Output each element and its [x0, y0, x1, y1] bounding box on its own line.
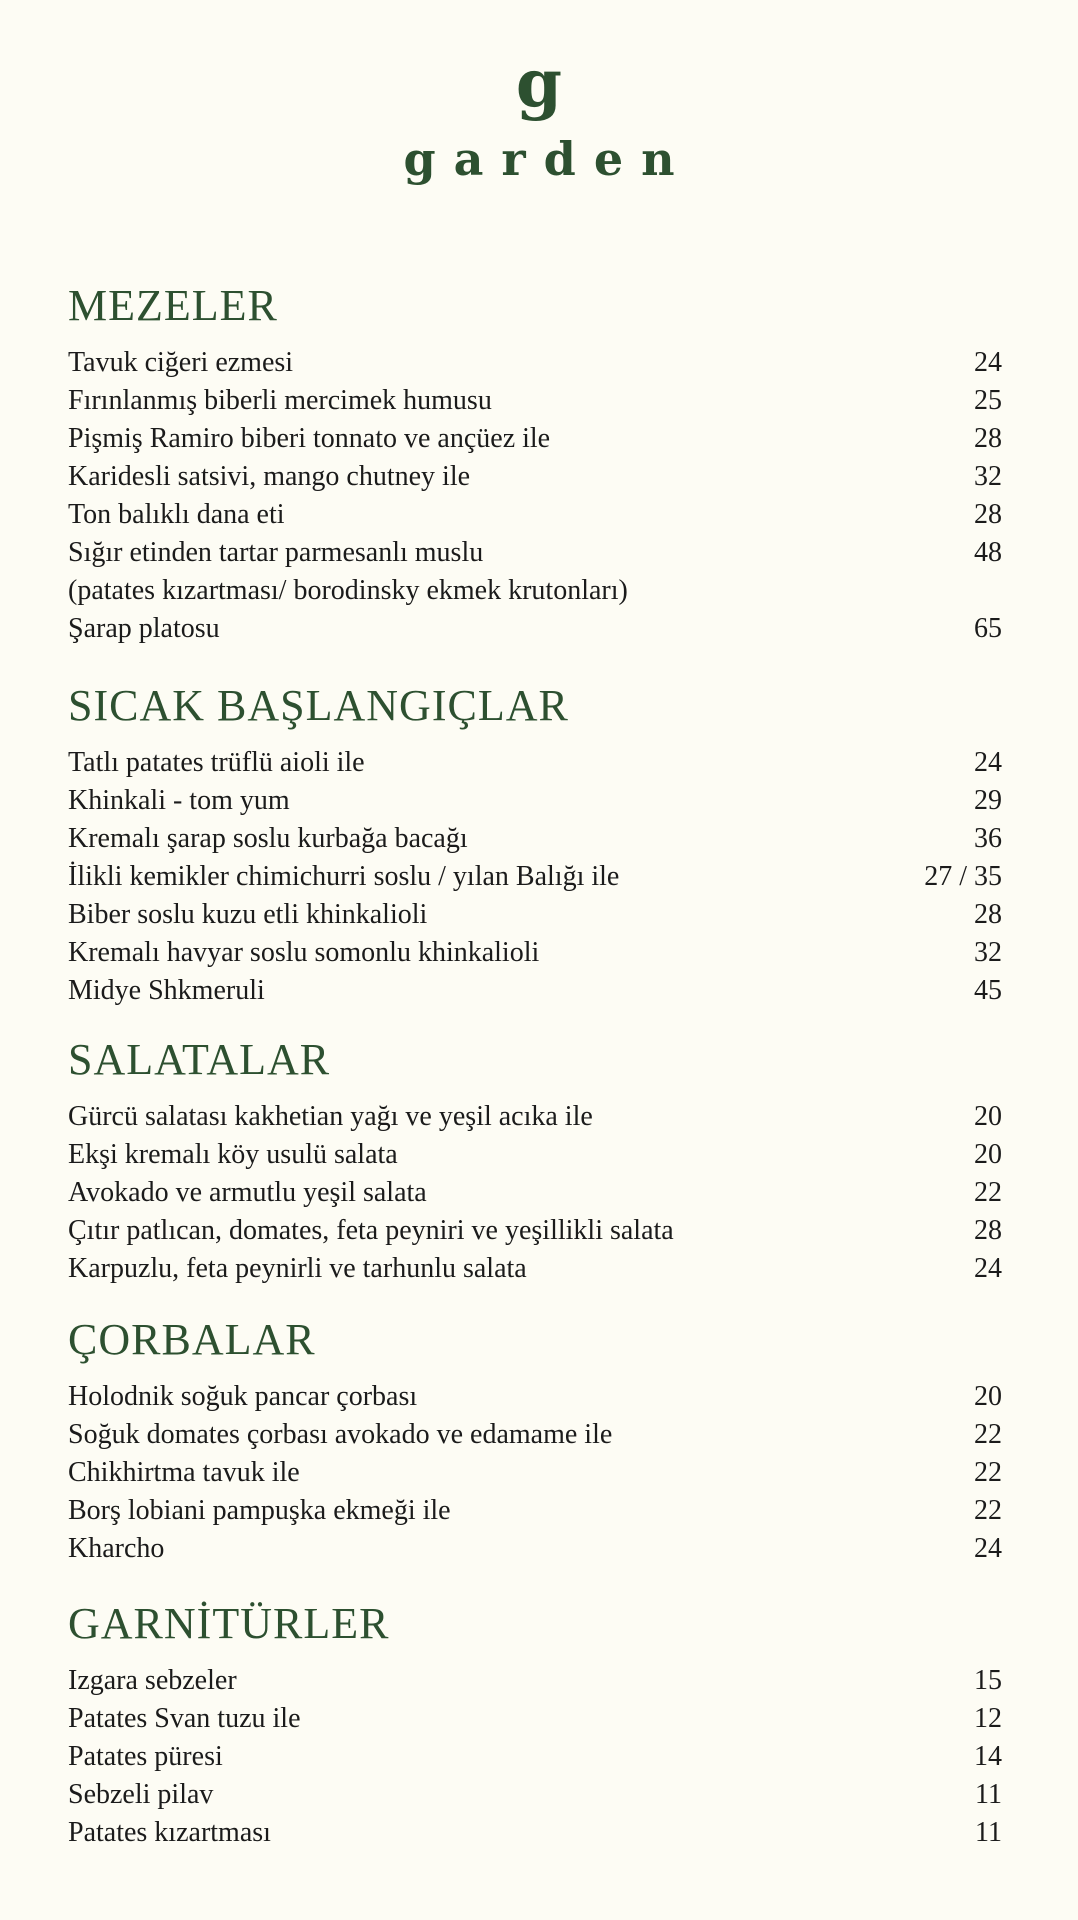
menu-item-name: Avokado ve armutlu yeşil salata: [68, 1177, 427, 1208]
menu-item-price: 12: [974, 1703, 1002, 1734]
section-title: GARNİTÜRLER: [68, 1599, 390, 1648]
menu-item-price: 14: [974, 1741, 1002, 1772]
menu-item-price: 22: [974, 1177, 1002, 1208]
brand-name: garden: [403, 132, 693, 186]
menu-item: [68, 1250, 1002, 1288]
menu-item: [68, 1814, 1002, 1852]
section-title: MEZELER: [68, 281, 278, 330]
menu-item-name: Tavuk ciğeri ezmesi: [68, 347, 294, 378]
menu-item-price: 22: [974, 1495, 1002, 1526]
menu-item-name: Fırınlanmış biberli mercimek humusu: [68, 385, 492, 416]
menu-item-price: 20: [974, 1381, 1002, 1412]
menu-item-price: 24: [974, 1253, 1002, 1284]
menu-item-price: 24: [974, 747, 1002, 778]
menu-item-price: 28: [974, 1215, 1002, 1246]
menu-item: [68, 420, 1002, 458]
section-mezeler: [68, 281, 1002, 648]
menu-item-price: 29: [974, 785, 1002, 816]
menu-item-name: Sığır etinden tartar parmesanlı muslu: [68, 537, 484, 568]
menu-item-price: 32: [974, 937, 1002, 968]
section-corbalar: [68, 1315, 1002, 1568]
menu-item-name: (patates kızartması/ borodinsky ekmek krutonları): [68, 575, 628, 606]
menu-item-price: 45: [974, 975, 1002, 1006]
menu-item-price: 24: [974, 1533, 1002, 1564]
menu-item-name: Tatlı patates trüflü aioli ile: [68, 747, 365, 778]
menu-item-name: Biber soslu kuzu etli khinkalioli: [68, 899, 428, 930]
menu-item-name: Chikhirtma tavuk ile: [68, 1457, 300, 1488]
section-sicak-baslangiclar: [68, 681, 1002, 1010]
menu-item: [68, 858, 1002, 896]
menu-item-name: Ton balıklı dana eti: [68, 499, 285, 530]
menu-item: [68, 344, 1002, 382]
menu-item: [68, 1416, 1002, 1454]
menu-item: [68, 572, 1002, 610]
menu-item-name: Pişmiş Ramiro biberi tonnato ve ançüez ile: [68, 423, 551, 454]
menu-item-name: İlikli kemikler chimichurri soslu / yılan Balığı ile: [68, 861, 620, 892]
menu-list: [68, 744, 1002, 1010]
menu-item: [68, 458, 1002, 496]
menu-item-name: Karidesli satsivi, mango chutney ile: [68, 461, 471, 492]
menu-item-price: 28: [974, 899, 1002, 930]
menu-item-name: Ekşi kremalı köy usulü salata: [68, 1139, 398, 1170]
menu-item-price: 22: [974, 1457, 1002, 1488]
menu-item: [68, 1738, 1002, 1776]
menu-item-name: Şarap platosu: [68, 613, 220, 644]
brand-logo: [0, 44, 1078, 186]
menu-item: [68, 610, 1002, 648]
menu-item-name: Patates kızartması: [68, 1817, 271, 1848]
menu-item: [68, 1662, 1002, 1700]
brand-mark: g: [515, 44, 563, 122]
menu-item-name: Gürcü salatası kakhetian yağı ve yeşil acıka ile: [68, 1101, 593, 1132]
menu-item: [68, 1098, 1002, 1136]
menu-item-name: Izgara sebzeler: [68, 1665, 237, 1696]
menu-list: [68, 1378, 1002, 1568]
menu-item: [68, 496, 1002, 534]
menu-item-price: 27 / 35: [924, 861, 1002, 892]
menu-item-price: 20: [974, 1101, 1002, 1132]
menu-item: [68, 782, 1002, 820]
menu-item: [68, 1212, 1002, 1250]
menu-item-name: Karpuzlu, feta peynirli ve tarhunlu salata: [68, 1253, 527, 1284]
menu-item-name: Çıtır patlıcan, domates, feta peyniri ve yeşillikli salata: [68, 1215, 674, 1246]
menu-item-price: 11: [975, 1817, 1002, 1848]
menu-item-price: 65: [974, 613, 1002, 644]
menu-item: [68, 1454, 1002, 1492]
menu-item: [68, 1174, 1002, 1212]
menu-item: [68, 1530, 1002, 1568]
menu-item-price: 20: [974, 1139, 1002, 1170]
menu-item-name: Khinkali - tom yum: [68, 785, 290, 816]
menu-item-price: 36: [974, 823, 1002, 854]
menu-item-name: Patates Svan tuzu ile: [68, 1703, 301, 1734]
menu-item: [68, 896, 1002, 934]
menu-item-price: 32: [974, 461, 1002, 492]
menu-item-price: 22: [974, 1419, 1002, 1450]
menu-item-price: 28: [974, 423, 1002, 454]
menu-item: [68, 1378, 1002, 1416]
menu-item-name: Borş lobiani pampuşka ekmeği ile: [68, 1495, 451, 1526]
section-garniturler: [68, 1599, 1002, 1852]
menu-item-name: Soğuk domates çorbası avokado ve edamame ile: [68, 1419, 613, 1450]
menu-item-name: Kremalı şarap soslu kurbağa bacağı: [68, 823, 468, 854]
menu-list: [68, 1098, 1002, 1288]
section-title: SICAK BAŞLANGIÇLAR: [68, 681, 569, 730]
menu-item-price: 48: [974, 537, 1002, 568]
menu-item-name: Midye Shkmeruli: [68, 975, 265, 1006]
menu-list: [68, 1662, 1002, 1852]
menu-item: [68, 744, 1002, 782]
menu-item: [68, 1492, 1002, 1530]
menu-item-price: 28: [974, 499, 1002, 530]
menu-item: [68, 534, 1002, 572]
section-title: ÇORBALAR: [68, 1315, 316, 1364]
section-salatalar: [68, 1035, 1002, 1288]
menu-item-price: 24: [974, 347, 1002, 378]
menu-item: [68, 1776, 1002, 1814]
menu-item-name: Holodnik soğuk pancar çorbası: [68, 1381, 418, 1412]
menu-item-name: Kharcho: [68, 1533, 165, 1564]
section-title: SALATALAR: [68, 1035, 331, 1084]
menu-item: [68, 972, 1002, 1010]
menu-item: [68, 934, 1002, 972]
menu-item: [68, 1700, 1002, 1738]
menu-item: [68, 1136, 1002, 1174]
menu-item-price: 11: [975, 1779, 1002, 1810]
menu-list: [68, 344, 1002, 648]
menu-item-name: Patates püresi: [68, 1741, 223, 1772]
menu-item: [68, 382, 1002, 420]
menu-item: [68, 820, 1002, 858]
menu-item-price: 15: [974, 1665, 1002, 1696]
menu-item-name: Kremalı havyar soslu somonlu khinkalioli: [68, 937, 540, 968]
menu-item-price: 25: [974, 385, 1002, 416]
menu-item-name: Sebzeli pilav: [68, 1779, 214, 1810]
